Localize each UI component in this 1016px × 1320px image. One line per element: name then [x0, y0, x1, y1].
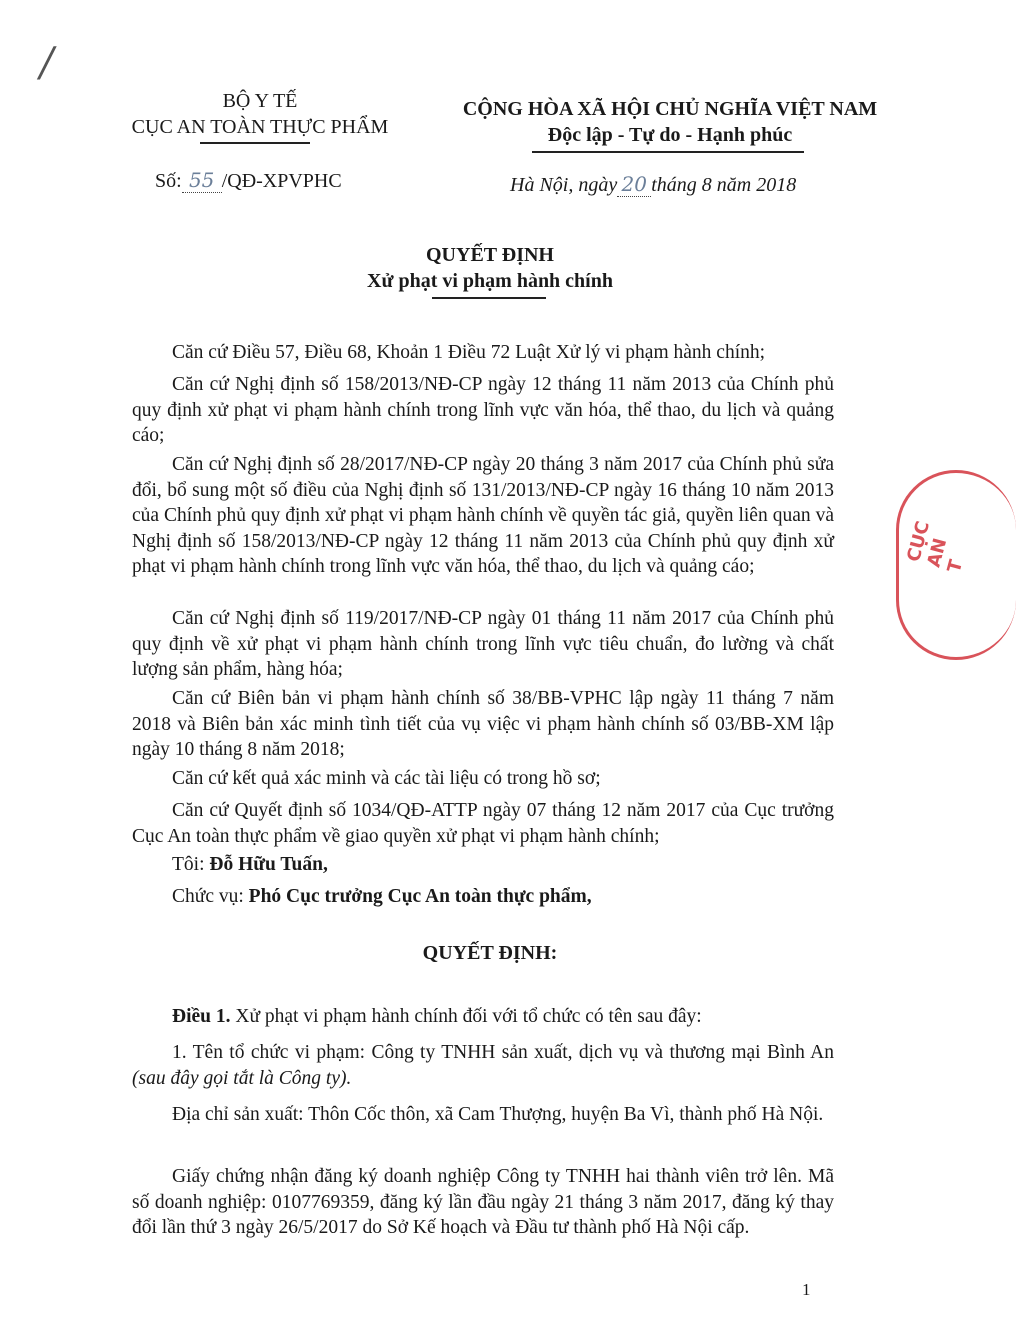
country-name: CỘNG HÒA XÃ HỘI CHỦ NGHĨA VIỆT NAM	[462, 98, 878, 120]
article1-text: Xử phạt vi phạm hành chính đối với tổ chức có tên sau đây:	[235, 1006, 702, 1027]
article1-label: Điều 1.	[172, 1006, 231, 1027]
agency-underline	[200, 142, 310, 144]
stamp-text: CỤC AN T	[903, 518, 968, 575]
article1-item1: 1. Tên tổ chức vi phạm: Công ty TNHH sản xuất, dịch vụ và thương mại Bình An (sau đây gọi tắt là Công ty).	[132, 1042, 834, 1089]
motto: Độc lập - Tự do - Hạnh phúc	[547, 124, 793, 146]
number-handwritten: 55	[182, 168, 222, 193]
number-suffix: /QĐ-XPVPHC	[221, 170, 342, 192]
motto-underline	[532, 151, 804, 153]
article1-certificate: Giấy chứng nhận đăng ký doanh nghiệp Công ty TNHH hai thành viên trở lên. Mã số doanh nghiệp: 0107769359, đăng ký lần đầu ngày 21 tháng 3 năm 2017, đăng ký thay đổi lần thứ 3 ngày 26/5/2017 do Sở Kế hoạch và Đầu tư thành phố Hà Nội cấp.	[132, 1166, 834, 1238]
preamble-5: Căn cứ Biên bản vi phạm hành chính số 38/BB-VPHC lập ngày 11 tháng 7 năm 2018 và Biên bản xác minh tình tiết của vụ việc vi phạm hành chính số 03/BB-XM lập ngày 10 tháng 8 năm 2018;	[132, 688, 834, 760]
date-part1: Hà Nội, ngày	[510, 174, 618, 196]
signer-name-line	[172, 852, 328, 877]
preamble-4: Căn cứ Nghị định số 119/2017/NĐ-CP ngày 01 tháng 11 năm 2017 của Chính phủ quy định về xử phạt vi phạm hành chính trong lĩnh vực tiêu chuẩn, đo lường và chất lượng sản phẩm, hàng hóa;	[132, 608, 834, 680]
preamble-1: Căn cứ Điều 57, Điều 68, Khoản 1 Điều 72 Luật Xử lý vi phạm hành chính;	[172, 342, 766, 363]
preamble-3: Căn cứ Nghị định số 28/2017/NĐ-CP ngày 20 tháng 3 năm 2017 của Chính phủ sửa đổi, bổ sung một số điều của Nghị định số 131/2013/NĐ-CP ngày 16 tháng 10 năm 2013 của Chính phủ quy định xử phạt vi phạm hành chính về quyền tác giả, quyền liên quan và Nghị định số 158/2013/NĐ-CP ngày 12 tháng 11 năm 2013 của Chính phủ quy định xử phạt vi phạm hành chính trong lĩnh vực văn hóa, thể thao, du lịch và quảng cáo;	[132, 454, 834, 577]
document-number	[155, 168, 342, 193]
date-part2: tháng 8 năm 2018	[651, 174, 797, 196]
preamble-2: Căn cứ Nghị định số 158/2013/NĐ-CP ngày 12 tháng 11 năm 2013 của Chính phủ quy định xử phạt vi phạm hành chính trong lĩnh vực văn hóa, thể thao, du lịch và quảng cáo;	[132, 374, 834, 446]
signer-position-label: Chức vụ:	[172, 886, 244, 907]
signer-name-label: Tôi:	[172, 854, 205, 875]
article1-item1-italic: (sau đây gọi tắt là Công ty).	[132, 1067, 352, 1089]
agency-name: CỤC AN TOÀN THỰC PHẨM	[131, 116, 389, 138]
preamble-6: Căn cứ kết quả xác minh và các tài liệu có trong hồ sơ;	[172, 768, 601, 789]
title-main: QUYẾT ĐỊNH	[426, 244, 554, 266]
signer-position: Phó Cục trưởng Cục An toàn thực phẩm,	[248, 886, 592, 907]
ministry-name: BỘ Y TẾ	[222, 90, 298, 112]
margin-mark: /	[40, 40, 54, 86]
page-number: 1	[802, 1280, 811, 1299]
signer-name: Đỗ Hữu Tuấn,	[209, 854, 328, 875]
title-sub: Xử phạt vi phạm hành chính	[367, 270, 613, 292]
preamble-7: Căn cứ Quyết định số 1034/QĐ-ATTP ngày 07 tháng 12 năm 2017 của Cục trưởng Cục An toàn thực phẩm về giao quyền xử phạt vi phạm hành chính;	[132, 800, 834, 847]
article1-address: Địa chỉ sản xuất: Thôn Cốc thôn, xã Cam Thượng, huyện Ba Vì, thành phố Hà Nội.	[172, 1104, 824, 1125]
number-prefix: Số:	[155, 170, 182, 192]
article1-line	[172, 1004, 702, 1029]
title-underline	[432, 297, 546, 299]
document-date	[510, 172, 796, 197]
decision-heading: QUYẾT ĐỊNH:	[422, 942, 558, 964]
date-day-handwritten: 20	[617, 172, 651, 197]
signer-position-line	[172, 884, 592, 909]
